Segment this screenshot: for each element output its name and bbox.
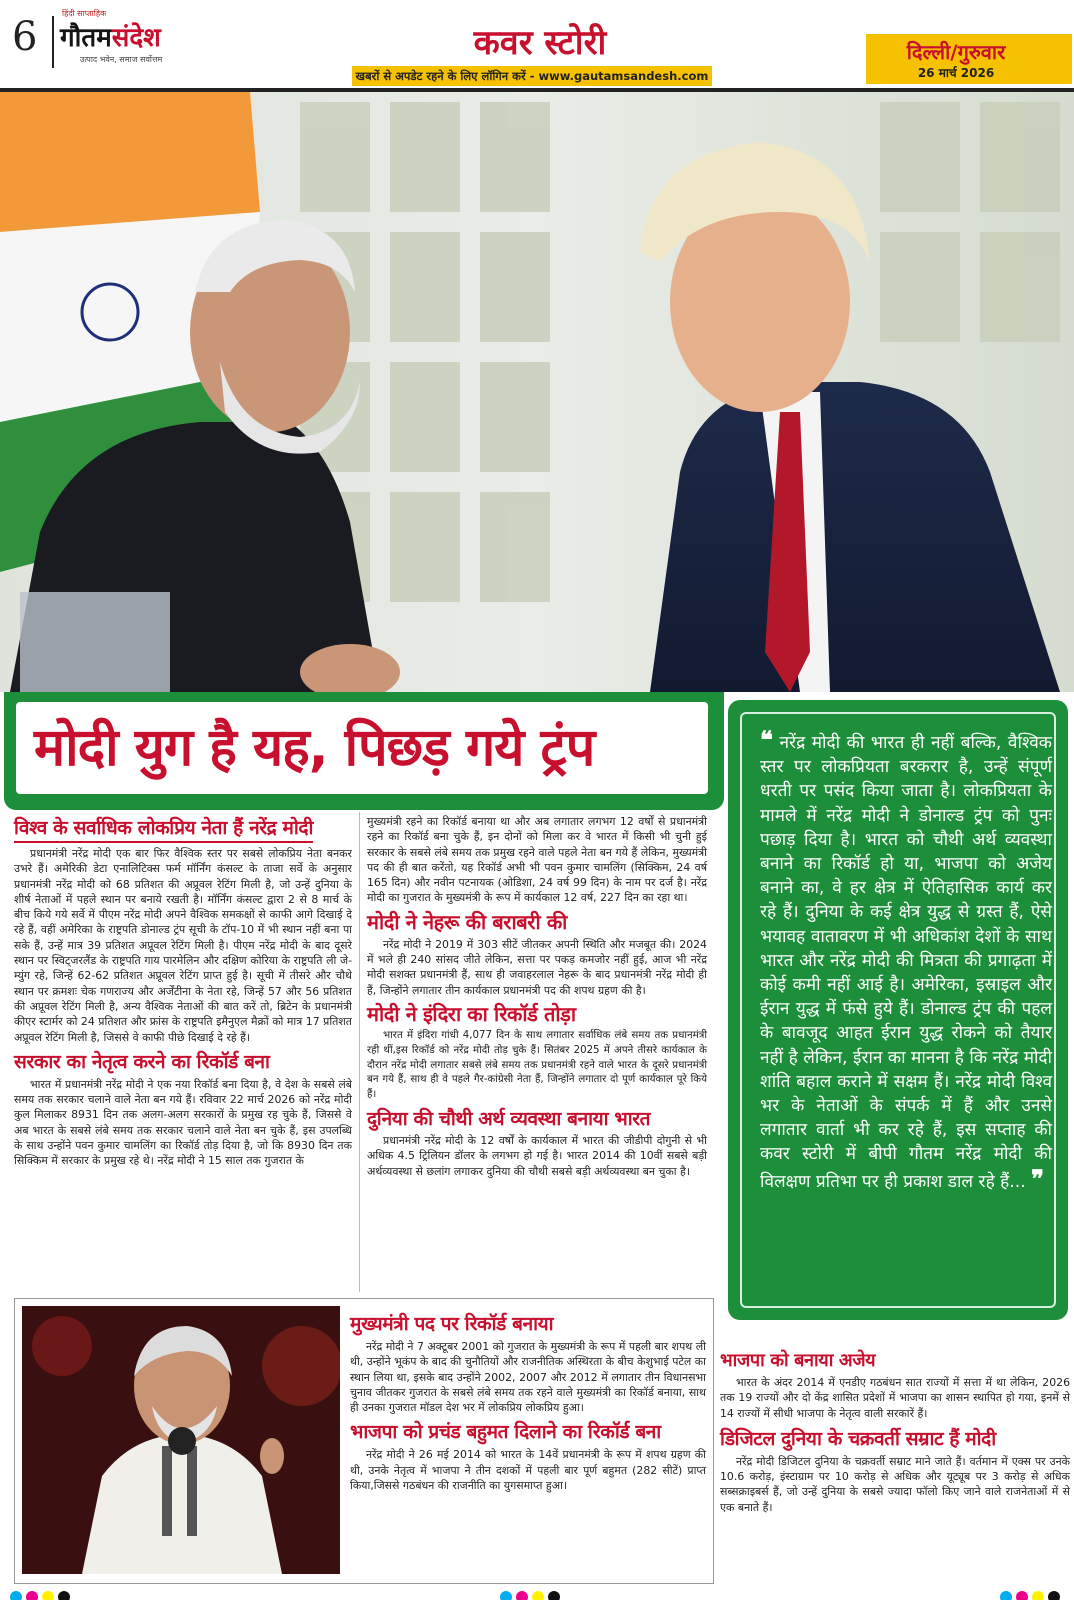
- article-body: नरेंद्र मोदी ने 26 मई 2014 को भारत के 14वें प्रधानमंत्री के रूप में शपथ ग्रहण की थी, उनके नेतृत्व में भाजपा ने तीन दशकों में पहली बार पूर्ण बहुमत (282 सीटें) प्राप्त किया,जिससे गठबंधन की राजनीति का युगसमाप्त हुआ।: [350, 1448, 706, 1493]
- date-box: [866, 34, 1072, 84]
- article-title: भाजपा को प्रचंड बहुमत दिलाने का रिकॉर्ड बना: [350, 1421, 661, 1444]
- article-title: डिजिटल दुनिया के चक्रवर्ती सम्राट हैं मोदी: [720, 1427, 996, 1450]
- headline-inner: [16, 702, 708, 794]
- inset-photo: [22, 1306, 340, 1574]
- article-title: मोदी ने इंदिरा का रिकॉर्ड तोड़ा: [367, 1001, 576, 1026]
- column-divider: [359, 812, 360, 1292]
- article-title: मोदी ने नेहरू की बराबरी की: [367, 909, 567, 934]
- article-body: नरेंद्र मोदी ने 7 अक्टूबर 2001 को गुजरात के मुख्यमंत्री के रूप में पहली बार शपथ ली थी, उन्होंने भूकंप के बाद की चुनौतियों और राजनीतिक अस्थिरता के बीच केशुभाई पटेल का स्थान लिया था, इसके बाद उन्होंने 2002, 2007 और 2012 में लगातार तीन विधानसभा चुनाव जीतकर गुजरात के सबसे लंबे समय तक रहने वाले मुख्यमंत्री का रिकॉर्ड बनाया, साथ ही उनका गुजरात मॉडल देश भर में लोकप्रिय लोकप्रिय हुआ।: [350, 1340, 706, 1415]
- logo-wordmark: [60, 18, 161, 54]
- logo-right: संदेश: [111, 23, 161, 53]
- page-number: 6: [12, 14, 38, 60]
- logo-subtitle: उत्पाद भवेन, समाज सर्वोत्तम: [80, 55, 163, 64]
- article-body: भारत में इंदिरा गांधी 4,077 दिन के साथ लगातार सर्वाधिक लंबे समय तक प्रधानमंत्री रही थीं,इस रिकॉर्ड को नरेंद्र मोदी तोड़ चुके हैं। सितंबर 2025 में अपने तीसरे कार्यकाल के दौरान नरेंद्र मोदी लगातार सबसे लंबे समय तक प्रधानमंत्री रहने वाले भारत के दूसरे प्रधानमंत्री बन गये हैं, साथ ही वे पहले गैर-कांग्रेसी नेता हैं, जिन्होंने लगातार दो पूर्ण कार्यकाल पूरे किये हैं।: [367, 1029, 707, 1101]
- close-quote-icon: ❞: [1031, 1163, 1045, 1193]
- pull-quote: [760, 725, 1052, 1194]
- column-middle: [367, 814, 707, 1179]
- logo[interactable]: [60, 8, 220, 72]
- logo-left: गौतम: [60, 23, 112, 53]
- article-body: भारत के अंदर 2014 में एनडीए गठबंधन सात राज्यों में सत्ता में था लेकिन, 2026 तक 19 राज्यों और दो केंद्र शासित प्रदेशों में भाजपा का शासन स्थापित हो गया, इनमें से 14 राज्यों में सीधी भाजपा के नेतृत्व वाली सरकारें हैं।: [720, 1376, 1070, 1420]
- logo-tagline: हिंदी साप्ताहिक: [62, 9, 107, 18]
- column-bottom-right: [720, 1348, 1070, 1515]
- article-title: सरकार का नेतृत्व करने का रिकॉर्ड बना: [14, 1050, 270, 1073]
- main-photo-illustration: [0, 92, 1074, 692]
- registration-marks-left: [10, 1588, 74, 1600]
- article-title: मुख्यमंत्री पद पर रिकॉर्ड बनाया: [350, 1313, 554, 1335]
- issue-date: 26 मार्च 2026: [917, 66, 995, 80]
- column-bottom-middle: [350, 1310, 706, 1493]
- login-link[interactable]: खबरों से अपडेट रहने के लिए लॉगिन करें - www.gautamsandesh.com: [352, 66, 712, 86]
- inset-photo-illustration: [22, 1306, 340, 1574]
- article-body: नरेंद्र मोदी डिजिटल दुनिया के चक्रवर्ती सम्राट माने जाते हैं। वर्तमान में एक्स पर उनके 10.6 करोड़, इंस्टाग्राम पर 10 करोड़ से अधिक और यूट्यूब पर 3 करोड़ से अधिक सब्सक्राइबर्स हैं, जो उन्हें दुनिया के सबसे ज्यादा फॉलो किए जाने वाले राजनेताओं में से एक बनाते हैं।: [720, 1454, 1070, 1514]
- registration-marks-right: [1000, 1588, 1064, 1600]
- registration-marks-center: [500, 1588, 564, 1600]
- article-title: भाजपा को बनाया अजेय: [720, 1350, 876, 1371]
- masthead: [0, 0, 1074, 88]
- article-body: नरेंद्र मोदी ने 2019 में 303 सीटें जीतकर अपनी स्थिति और मजबूत की। 2024 में भले ही 240 सांसद जीते लेकिन, सत्ता पर पकड़ कमजोर नहीं हुई, आज भी नरेंद्र मोदी सशक्त प्रधानमंत्री हैं, साथ ही जवाहरलाल नेहरू के बाद प्रधानमंत्री नरेंद्र मोदी ही हैं, जिन्होंने लगातार तीन कार्यकाल प्रधानमंत्री पद की शपथ ग्रहण की है।: [367, 937, 707, 997]
- main-photo: [0, 92, 1074, 692]
- article-body: प्रधानमंत्री नरेंद्र मोदी एक बार फिर वैश्विक स्तर पर सबसे लोकप्रिय नेता बनकर उभरे हैं। अमेरिकी डेटा एनालिटिक्स फर्म मॉर्निंग कंसल्ट के ताजा सर्वे के अनुसार प्रधानमंत्री नरेंद्र मोदी को 68 प्रतिशत की अप्रूवल रेटिंग मिली है, जो उन्हें दुनिया के शीर्ष नेताओं में पहले स्थान पर बनाये रखती है। मॉर्निंग कंसल्ट द्वारा 2 से 8 मार्च के बीच किये गये सर्वे में पीएम नरेंद्र मोदी अपने वैश्विक समकक्षों से काफी आगे दिखाई दे रहे हैं, वहीं अमेरिका के राष्ट्रपति डोनाल्ड ट्रंप सूची के टॉप-10 में भी स्थान नहीं बना पा सके हैं, उन्हें मात्र 39 प्रतिशत अप्रूवल रेटिंग मिली है। पीएम नरेंद्र मोदी के बाद दूसरे स्थान पर स्विट्जरलैंड के राष्ट्रपति गाय पारमेलिन और दक्षिण कोरिया के राष्ट्रपति ली जे-म्युंग रहे, जिन्हें 62-62 प्रतिशत अप्रूवल रेटिंग प्राप्त हुई है। सूची में तीसरे और चौथे स्थान पर क्रमशः चेक गणराज्य और अर्जेंटीना के नेता रहे, जिन्हें 57 और 56 प्रतिशत की अप्रूवल रेटिंग मिली है, अन्य वैश्विक नेताओं की बात करें तो, ब्रिटेन के प्रधानमंत्री कीएर स्टार्मर को 24 प्रतिशत और फ्रांस के राष्ट्रपति इमैनुएल मैक्रों को मात्र 17 प्रतिशत अप्रूवल रेटिंग मिली है, जिससे वे काफी पीछे दिखाई दे रहे हैं।: [14, 847, 352, 1044]
- quote-frame: [740, 712, 1056, 1308]
- headline: मोदी युग है यह, पिछड़ गये ट्रंप: [34, 718, 595, 778]
- page-separator: [52, 16, 54, 68]
- section-label: कवर स्टोरी: [473, 23, 607, 63]
- article-body: मुख्यमंत्री रहने का रिकॉर्ड बनाया था और अब लगातार लगभग 12 वर्षों से प्रधानमंत्री रहने का रिकॉर्ड बना चुके हैं, इन दोनों को मिला कर वे भारत में किसी भी चुनी हुई सरकार के सबसे लंबे समय तक प्रमुख रहने वाले पहले नेता बन गये हैं लेकिन, मुख्यमंत्री पद की ही बात करेंतो, यह रिकॉर्ड अभी भी पवन कुमार चामलिंग (सिक्किम, 24 वर्ष 165 दिन) और नवीन पटनायक (ओडिशा, 24 वर्ष 99 दिन) के नाम पर दर्ज है। नरेंद्र मोदी का गुजरात के मुख्यमंत्री के रूप में कार्यकाल 12 वर्ष, 227 दिन का रहा था।: [367, 815, 707, 905]
- article-title: विश्व के सर्वाधिक लोकप्रिय नेता हैं नरेंद्र मोदी: [14, 814, 313, 843]
- column-left: [14, 814, 352, 1169]
- quote-box: [728, 700, 1068, 1320]
- city-day: दिल्ली/गुरुवार: [906, 40, 1006, 64]
- pull-quote-text: नरेंद्र मोदी की भारत ही नहीं बल्कि, वैश्विक स्तर पर लोकप्रियता बरकरार है, उन्हें संपूर्ण धरती पर पसंद किया जाता है। लोकप्रियता के मामले में नरेंद्र मोदी ने डोनाल्ड ट्रंप को पुनः पछाड़ दिया है। भारत को चौथी अर्थ व्यवस्था बनाने का रिकॉर्ड हो या, भाजपा को अजेय बनाने का, वे हर क्षेत्र में ऐतिहासिक कार्य कर रहे हैं। दुनिया के कई क्षेत्र युद्ध से ग्रस्त हैं, ऐसे भयावह वातावरण में भी अधिकांश देशों के साथ भारत और नरेंद्र मोदी की मित्रता की प्रगाढ़ता में कोई कमी नहीं आई है। अमेरिका, इस्राइल और ईरान युद्ध में फंसे हुये हैं। डोनाल्ड ट्रंप की पहल के बावजूद आहत ईरान युद्ध रोकने को तैयार नहीं है लेकिन, ईरान का मानना है कि नरेंद्र मोदी शांति बहाल कराने में सक्षम हैं। नरेंद्र मोदी विश्व भर के नेताओं के संपर्क में हैं और उनसे लगातार वार्ता भी कर रहे हैं, इस सप्ताह की कवर स्टोरी में बीपी गौतम नरेंद्र मोदी की विलक्षण प्रतिभा पर ही प्रकाश डाल रहे हैं...: [760, 733, 1052, 1192]
- headline-banner: [4, 692, 724, 810]
- article-body: भारत में प्रधानमंत्री नरेंद्र मोदी ने एक नया रिकॉर्ड बना दिया है, वे देश के सबसे लंबे समय तक सरकार चलाने वाले नेता बन गये हैं। रविवार 22 मार्च 2026 को नरेंद्र मोदी कुल मिलाकर 8931 दिन तक अलग-अलग सरकारों के प्रमुख रह चुके हैं, जिससे वे अब भारत के सबसे लंबे समय तक सरकार चलाने वाले नेता बन चुके हैं, इस उपलब्धि के साथ उन्होंने पवन कुमार चामलिंग का रिकॉर्ड तोड़ दिया है, जो कि 8930 दिन तक सिक्किम में सरकार के प्रमुख रहे थे। नरेंद्र मोदी ने 15 साल तक गुजरात के: [14, 1077, 352, 1168]
- article-body: प्रधानमंत्री नरेंद्र मोदी के 12 वर्षों के कार्यकाल में भारत की जीडीपी दोगुनी से भी अधिक 4.5 ट्रिलियन डॉलर के लगभग हो गई है। भारत 2014 की 10वीं सबसे बड़ी अर्थव्यवस्था से छलांग लगाकर दुनिया की चौथी सबसे बड़ी अर्थव्यवस्था बन चुका है।: [367, 1133, 707, 1178]
- article-title: दुनिया की चौथी अर्थ व्यवस्था बनाया भारत: [367, 1107, 651, 1130]
- open-quote-icon: ❝: [760, 725, 773, 754]
